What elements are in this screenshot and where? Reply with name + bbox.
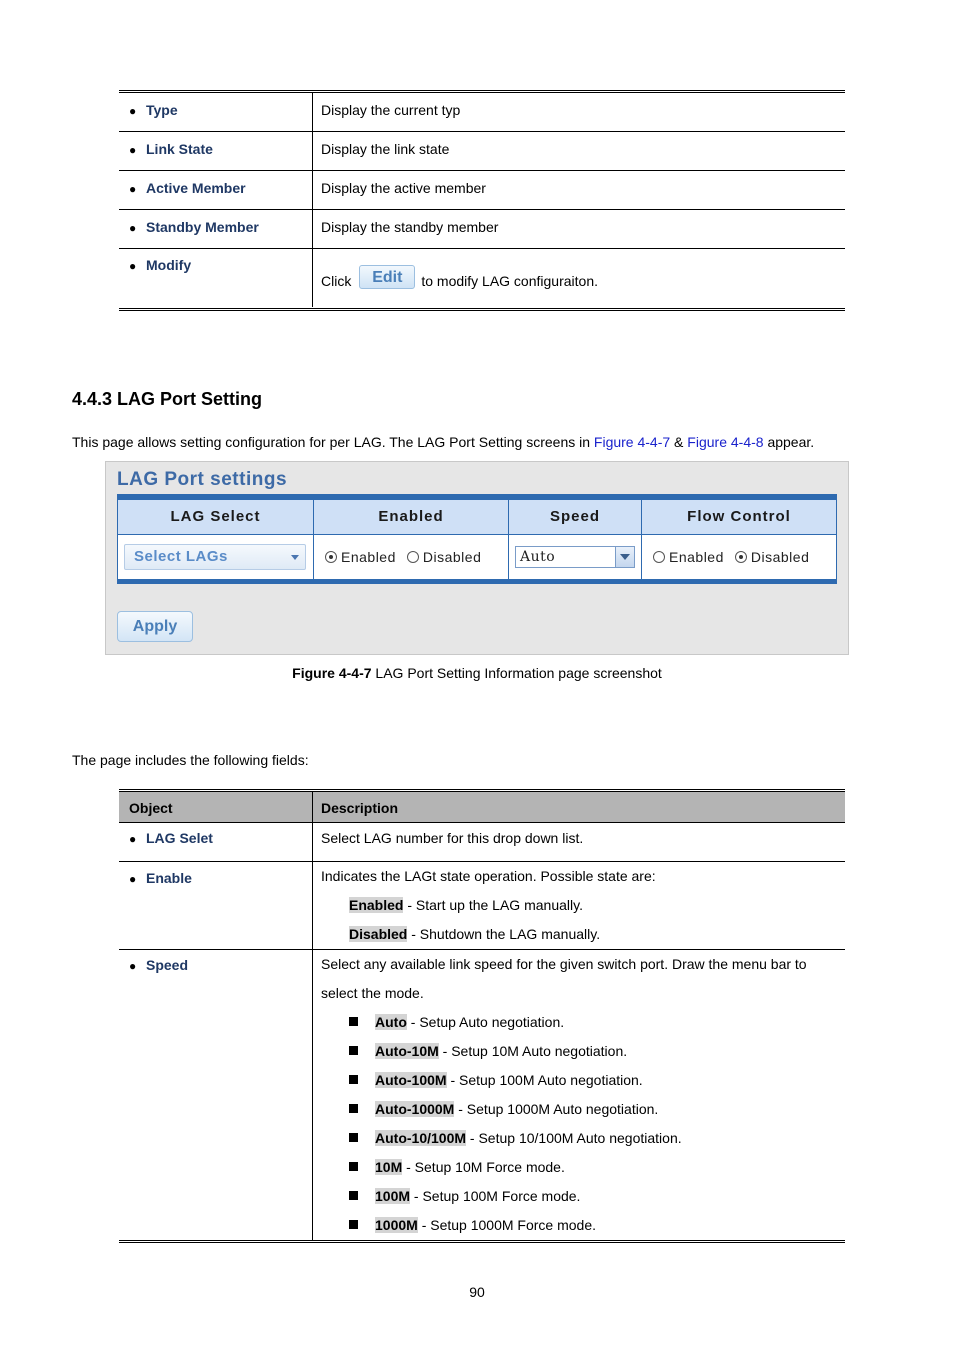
chevron-down-icon bbox=[615, 547, 634, 567]
disabled-radio[interactable] bbox=[407, 551, 419, 563]
enabled-radio[interactable] bbox=[325, 551, 337, 563]
description-cell: Display the link state bbox=[321, 141, 450, 157]
bullet-icon: ● bbox=[129, 259, 137, 273]
object-label: Type bbox=[146, 102, 178, 118]
speed-select[interactable]: Auto bbox=[515, 546, 635, 568]
list-item: Auto-1000M - Setup 1000M Auto negotiation. bbox=[349, 1095, 845, 1124]
bullet-icon: ● bbox=[129, 143, 137, 157]
object-label: Modify bbox=[146, 257, 192, 273]
edit-button[interactable]: Edit bbox=[359, 265, 415, 289]
list-item: Enabled - Start up the LAG manually. bbox=[349, 897, 583, 913]
square-bullet-icon bbox=[349, 1162, 358, 1171]
square-bullet-icon bbox=[349, 1046, 358, 1055]
column-header: Enabled bbox=[314, 500, 509, 534]
description-cell: Indicates the LAGt state operation. Possible state are: Enabled - Start up the LAG manually. Disabled - Shutdown the LAG manually. bbox=[313, 862, 845, 949]
bullet-icon: ● bbox=[129, 182, 137, 196]
grid-row: Select LAGs Enabled Disabled Auto Enabled Disabled bbox=[118, 535, 836, 579]
bullet-icon: ● bbox=[129, 832, 137, 846]
description-cell: Select LAG number for this drop down list. bbox=[321, 830, 584, 846]
object-label: Standby Member bbox=[146, 219, 259, 235]
table-row bbox=[119, 171, 845, 210]
table-row bbox=[119, 823, 845, 862]
table-row bbox=[119, 132, 845, 171]
grid-header bbox=[118, 500, 836, 535]
page-number: 90 bbox=[469, 1284, 485, 1300]
bullet-icon: ● bbox=[129, 872, 137, 886]
square-bullet-icon bbox=[349, 1191, 358, 1200]
header-description: Description bbox=[321, 800, 399, 816]
lag-select-dropdown[interactable]: Select LAGs bbox=[124, 544, 306, 570]
flow-disabled-radio[interactable] bbox=[735, 551, 747, 563]
object-label: Link State bbox=[146, 141, 213, 157]
intro-text: The page includes the following fields: bbox=[72, 752, 309, 768]
section-paragraph: This page allows setting configuration for per LAG. The LAG Port Setting screens in Figure 4-4-7 & Figure 4-4-8 appear. bbox=[72, 434, 815, 450]
square-bullet-icon bbox=[349, 1220, 358, 1229]
list-item: 10M - Setup 10M Force mode. bbox=[349, 1153, 845, 1182]
square-bullet-icon bbox=[349, 1104, 358, 1113]
description-cell: Select any available link speed for the given switch port. Draw the menu bar to select the mode. Auto - Setup Auto negotiation. Auto-10M - Setup 10M Auto negotiation. Auto-100M - Setup 100M Auto negotiation. Auto-1000M - Setup 1000M Auto negotiation. Auto-10/100M - Setup 10/100M Auto negotiation. 10M - Setup 10M Force mode. 100M - Setup 100M Force mode. 1000M - Setup 1000M Force mode. bbox=[313, 950, 845, 1240]
list-item: 1000M - Setup 1000M Force mode. bbox=[349, 1211, 845, 1240]
list-item: Disabled - Shutdown the LAG manually. bbox=[349, 926, 601, 942]
bullet-icon: ● bbox=[129, 221, 137, 235]
object-label: LAG Selet bbox=[146, 830, 213, 846]
object-label: Enable bbox=[146, 870, 192, 886]
top-field-table bbox=[119, 90, 845, 311]
list-item: 100M - Setup 100M Force mode. bbox=[349, 1182, 845, 1211]
description-cell: Display the active member bbox=[321, 180, 486, 196]
figure-link[interactable]: Figure 4-4-8 bbox=[687, 434, 764, 450]
list-item: Auto - Setup Auto negotiation. bbox=[349, 1008, 845, 1037]
table-row bbox=[119, 249, 845, 307]
square-bullet-icon bbox=[349, 1017, 358, 1026]
section-heading: 4.4.3 LAG Port Setting bbox=[72, 389, 263, 409]
description-cell: Display the standby member bbox=[321, 219, 499, 235]
square-bullet-icon bbox=[349, 1075, 358, 1084]
table-row bbox=[119, 210, 845, 249]
table-row bbox=[119, 950, 845, 1240]
table-row bbox=[119, 862, 845, 950]
description-cell: Click Edit to modify LAG configuraiton. bbox=[313, 249, 845, 307]
square-bullet-icon bbox=[349, 1133, 358, 1142]
list-item: Auto-10M - Setup 10M Auto negotiation. bbox=[349, 1037, 845, 1066]
table-bottom-rule bbox=[119, 308, 845, 311]
figure-caption: Figure 4-4-7 LAG Port Setting Information page screenshot bbox=[292, 665, 662, 681]
header-object: Object bbox=[119, 792, 313, 822]
panel-title: LAG Port settings bbox=[117, 469, 288, 490]
fields-table bbox=[119, 789, 845, 1243]
chevron-down-icon bbox=[291, 555, 299, 560]
bullet-icon: ● bbox=[129, 959, 137, 973]
description-cell: Display the current typ bbox=[321, 102, 461, 118]
list-item: Auto-10/100M - Setup 10/100M Auto negotiation. bbox=[349, 1124, 845, 1153]
lag-port-settings-panel bbox=[105, 461, 849, 655]
flow-enabled-radio[interactable] bbox=[653, 551, 665, 563]
column-header: LAG Select bbox=[118, 500, 314, 534]
list-item: Auto-100M - Setup 100M Auto negotiation. bbox=[349, 1066, 845, 1095]
column-header: Speed bbox=[509, 500, 642, 534]
table-bottom-rule bbox=[119, 1240, 845, 1243]
table-header bbox=[119, 792, 845, 823]
column-header: Flow Control bbox=[687, 508, 791, 525]
apply-button[interactable]: Apply bbox=[117, 611, 193, 642]
bullet-icon: ● bbox=[129, 104, 137, 118]
figure-link[interactable]: Figure 4-4-7 bbox=[593, 434, 671, 450]
settings-grid bbox=[117, 494, 837, 584]
table-row bbox=[119, 93, 845, 132]
object-label: Active Member bbox=[146, 180, 246, 196]
object-label: Speed bbox=[146, 957, 189, 973]
